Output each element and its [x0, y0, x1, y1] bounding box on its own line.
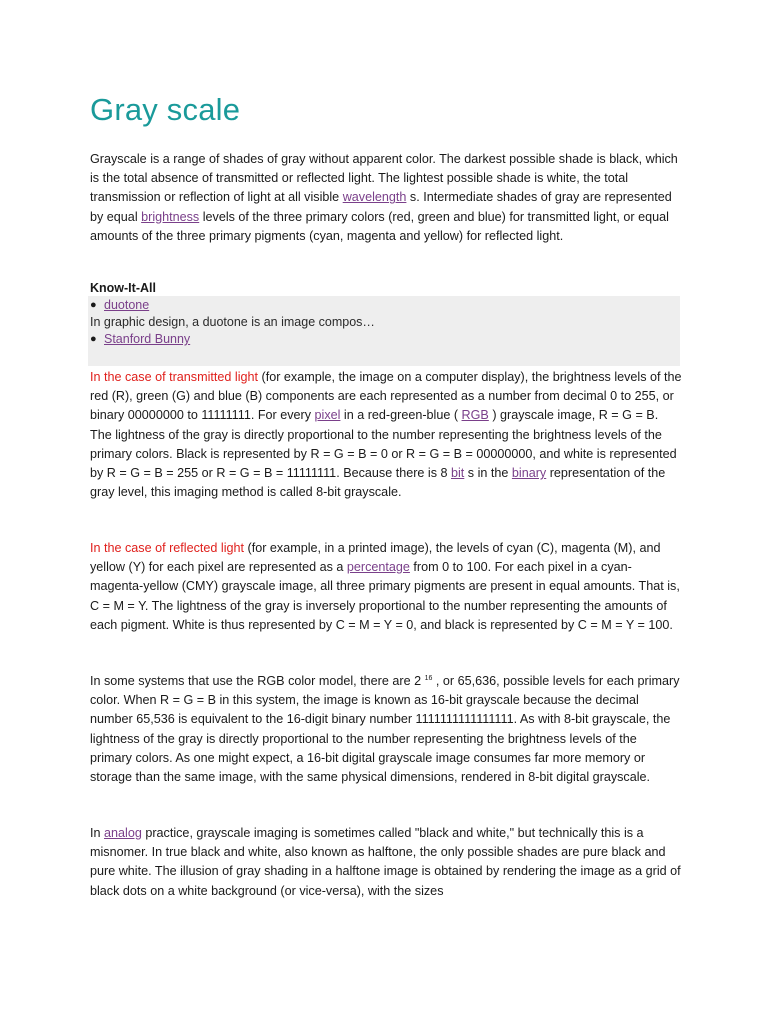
sixteen-bit-text-2: , or 65,636, possible levels for each primary color. When R = G = B in this system, the image is known as 16-bit grayscale because the decimal number 65,536 is equivalent to the 16-digit binary number 1111111111111111. As with 8-bit grayscale, the lightness of the gray is directly proportional to the number representing the brightness levels of the primary colors. As one might expect, a 16-bit digital grayscale image consumes far more memory or storage than the same image, with the same physical dimensions, rendered in 8-bit digital grayscale.	[90, 674, 680, 785]
reflected-text-1: (for example, in a printed image), the levels of cyan (C), magenta (M), and yellow (Y) for each pixel are represented as a	[90, 541, 661, 575]
transmitted-light-lead: In the case of transmitted light	[90, 370, 259, 384]
transmitted-text-1: (for example, the image on a computer display), the brightness levels of the red (R), green (G) and blue (B) components are each represented as a number from decimal 0 to 255, or binary 00000000 to 11111111. For every	[90, 370, 682, 423]
intro-text-2: s. Intermediate shades of gray are represented by equal	[90, 190, 672, 224]
page-title: Gray scale	[90, 92, 241, 127]
intro-text-3: levels of the three primary colors (red, green and blue) for transmitted light, or equal amounts of the three primary pigments (cyan, magenta and yellow) for reflected light.	[90, 209, 669, 243]
intro-text-1: Grayscale is a range of shades of gray without apparent color. The darkest possible shade is black, which is the total absence of transmitted or reflected light. The lightest possible shade is white, the total transmission or reflection of light at all visible	[90, 152, 678, 205]
know-it-all-snippet: In graphic design, a duotone is an image compos…	[90, 315, 375, 329]
reflected-text-2: from 0 to 100. For each pixel in a cyan-magenta-yellow (CMY) grayscale image, all three primary pigments are present in equal amounts. That is, C = M = Y. The lightness of the gray is inversely proportional to the number representing the amounts of each pigment. White is thus represented by C = M = Y = 0, and black is represented by C = M = Y = 100.	[90, 560, 680, 632]
analog-text-2: practice, grayscale imaging is sometimes called "black and white," but technically this is a misnomer. In true black and white, also known as halftone, the only possible shades are pure black and pure white. The illusion of gray shading in a halftone image is obtained by rendering the image as a grid of black dots on a white background (or vice-versa), with the sizes	[90, 826, 681, 898]
transmitted-text-2: in a red-green-blue (	[340, 408, 462, 423]
transmitted-text-4: s in the	[464, 466, 512, 481]
transmitted-text-5: representation of the gray level, this imaging method is called 8-bit grayscale.	[90, 466, 666, 500]
link-analog[interactable]: analog	[104, 826, 142, 840]
transmitted-light-paragraph	[90, 368, 682, 502]
link-wavelength[interactable]: wavelength	[342, 190, 407, 205]
bullet-icon: ●	[90, 333, 97, 345]
transmitted-text-3: ) grayscale image, R = G = B. The lightness of the gray is directly proportional to the number representing the brightness levels of the primary colors. Black is represented by R = G = B = 0 or R = G = B = 00000000, and white is represented by R = G = B = 255 or R = G = B = 11111111. Because there is 8	[90, 408, 677, 481]
know-it-all-heading: Know-It-All	[90, 281, 156, 295]
link-pixel[interactable]: pixel	[314, 408, 341, 423]
link-brightness[interactable]: brightness	[141, 209, 200, 224]
sixteen-bit-text-1: In some systems that use the RGB color model, there are 2	[90, 674, 425, 688]
link-bit[interactable]: bit	[451, 466, 465, 481]
reflected-light-paragraph	[90, 539, 682, 635]
link-percentage[interactable]: percentage	[346, 560, 410, 575]
analog-text-1: In	[90, 826, 105, 840]
sixteen-bit-paragraph	[90, 672, 682, 787]
know-it-all-box	[88, 296, 680, 366]
reflected-light-lead: In the case of reflected light	[90, 541, 245, 555]
exponent-superscript: 16	[424, 674, 433, 682]
know-it-all-item-stanford-bunny[interactable]: Stanford Bunny	[104, 332, 191, 346]
bullet-icon: ●	[90, 299, 97, 311]
analog-paragraph	[90, 824, 682, 901]
know-it-all-item-duotone[interactable]: duotone	[104, 298, 150, 312]
link-binary[interactable]: binary	[511, 466, 547, 481]
link-rgb[interactable]: RGB	[461, 408, 489, 423]
intro-paragraph	[90, 150, 682, 246]
